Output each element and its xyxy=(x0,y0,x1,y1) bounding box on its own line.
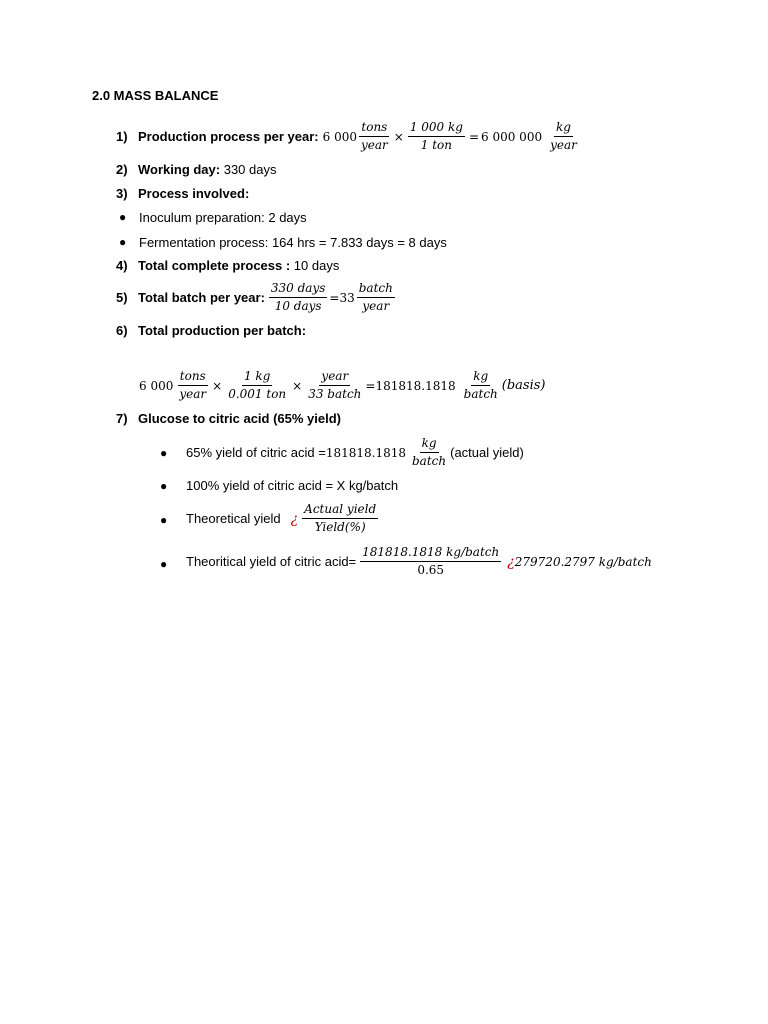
equation-result: 181818.1818 xyxy=(375,378,456,393)
item-label: Production process per year: xyxy=(138,129,319,144)
numerator: 330 days xyxy=(269,281,328,298)
denominator: 1 ton xyxy=(420,138,452,152)
denominator: year xyxy=(550,138,577,152)
fraction xyxy=(306,369,363,402)
numerator: 1 kg xyxy=(242,369,272,386)
denominator: 10 days xyxy=(274,299,322,313)
equals-sign: = xyxy=(329,290,340,305)
denominator: year xyxy=(179,387,207,401)
error-mark-icon: ¿ xyxy=(290,510,299,527)
bullet-fermentation: Fermentation process: 164 hrs = 7.833 days = 8 days xyxy=(139,235,447,250)
equation-result: 33 xyxy=(339,290,355,305)
item-number: 6) xyxy=(116,323,128,338)
denominator: 0.65 xyxy=(417,563,445,577)
bullet-icon: ● xyxy=(160,513,168,527)
numerator: 181818.1818 kg/batch xyxy=(360,545,501,562)
item-number: 5) xyxy=(116,290,128,305)
bullet-icon: ● xyxy=(160,557,168,571)
bullet-icon: ● xyxy=(119,210,127,224)
item-label: Working day: xyxy=(138,162,221,177)
bullet-text: Theoretical yield xyxy=(186,511,281,526)
bullet-theoretical-yield xyxy=(186,502,380,535)
bullet-text: 65% yield of citric acid = xyxy=(186,445,326,460)
error-mark-icon: ¿ xyxy=(507,553,515,570)
item-total-production-per-batch xyxy=(116,323,306,338)
section-heading: 2.0 MASS BALANCE xyxy=(92,88,219,103)
equation-result: 6 000 000 xyxy=(481,129,543,144)
item-label: Process involved: xyxy=(138,186,250,201)
fraction xyxy=(357,281,395,314)
fraction xyxy=(360,545,501,578)
fraction xyxy=(410,436,448,469)
item-label: Total production per batch: xyxy=(138,323,307,338)
item-number: 3) xyxy=(116,186,128,201)
denominator: 33 batch xyxy=(308,387,362,401)
fraction xyxy=(177,369,208,402)
item-number: 1) xyxy=(116,129,128,144)
equation-result: 181818.1818 xyxy=(325,445,406,460)
item-total-batch-per-year xyxy=(116,281,397,314)
item-label: Total complete process : xyxy=(138,258,291,273)
fraction xyxy=(226,369,288,402)
equation-term: 6 000 xyxy=(139,378,174,393)
item-value: 330 days xyxy=(220,162,277,177)
equals-sign: = xyxy=(365,378,376,393)
item-number: 7) xyxy=(116,411,128,426)
production-per-batch-equation xyxy=(139,369,545,402)
bullet-theoretical-yield-citric-acid xyxy=(186,545,652,578)
bullet-icon: ● xyxy=(160,479,168,493)
fraction xyxy=(302,502,378,535)
times-sign: × xyxy=(393,129,404,144)
fraction xyxy=(359,120,390,153)
item-production-per-year xyxy=(116,120,581,153)
numerator: tons xyxy=(359,120,389,137)
fraction xyxy=(462,369,500,402)
bullet-100-yield: 100% yield of citric acid = X kg/batch xyxy=(186,478,399,493)
item-label: Total batch per year: xyxy=(138,290,265,305)
denominator: year xyxy=(360,138,388,152)
bullet-icon: ● xyxy=(119,235,127,249)
denominator: 0.001 ton xyxy=(228,387,287,401)
fraction xyxy=(548,120,579,153)
bullet-text: (actual yield) xyxy=(450,445,524,460)
numerator: Actual yield xyxy=(302,502,378,519)
denominator: batch xyxy=(463,387,498,401)
fraction xyxy=(408,120,465,153)
bullet-inoculum: Inoculum preparation: 2 days xyxy=(139,210,307,225)
item-total-complete-process xyxy=(116,258,339,273)
item-number: 4) xyxy=(116,258,128,273)
fraction xyxy=(269,281,328,314)
item-working-day xyxy=(116,162,276,177)
denominator: batch xyxy=(412,454,447,468)
numerator: 1 000 kg xyxy=(408,120,465,137)
equation-result: 279720.2797 kg/batch xyxy=(514,554,652,569)
equals-sign: = xyxy=(468,129,480,144)
item-number: 2) xyxy=(116,162,128,177)
numerator: tons xyxy=(178,369,208,386)
item-value: 10 days xyxy=(290,258,340,273)
numerator: kg xyxy=(554,120,573,137)
denominator: year xyxy=(362,299,390,313)
numerator: batch xyxy=(357,281,395,298)
numerator: year xyxy=(319,369,350,386)
numerator: kg xyxy=(420,436,439,453)
bullet-icon: ● xyxy=(160,446,168,460)
bullet-text: Theoritical yield of citric acid= xyxy=(186,554,357,569)
equation-term: 6 000 xyxy=(322,129,357,144)
basis-note: (basis) xyxy=(501,378,546,393)
item-glucose-to-citric-acid xyxy=(116,411,341,426)
item-label: Glucose to citric acid (65% yield) xyxy=(138,411,342,426)
times-sign: × xyxy=(212,378,223,393)
item-process-involved xyxy=(116,186,249,201)
bullet-actual-yield xyxy=(186,436,524,469)
numerator: kg xyxy=(471,369,490,386)
denominator: Yield(%) xyxy=(314,520,366,534)
times-sign: × xyxy=(292,378,303,393)
